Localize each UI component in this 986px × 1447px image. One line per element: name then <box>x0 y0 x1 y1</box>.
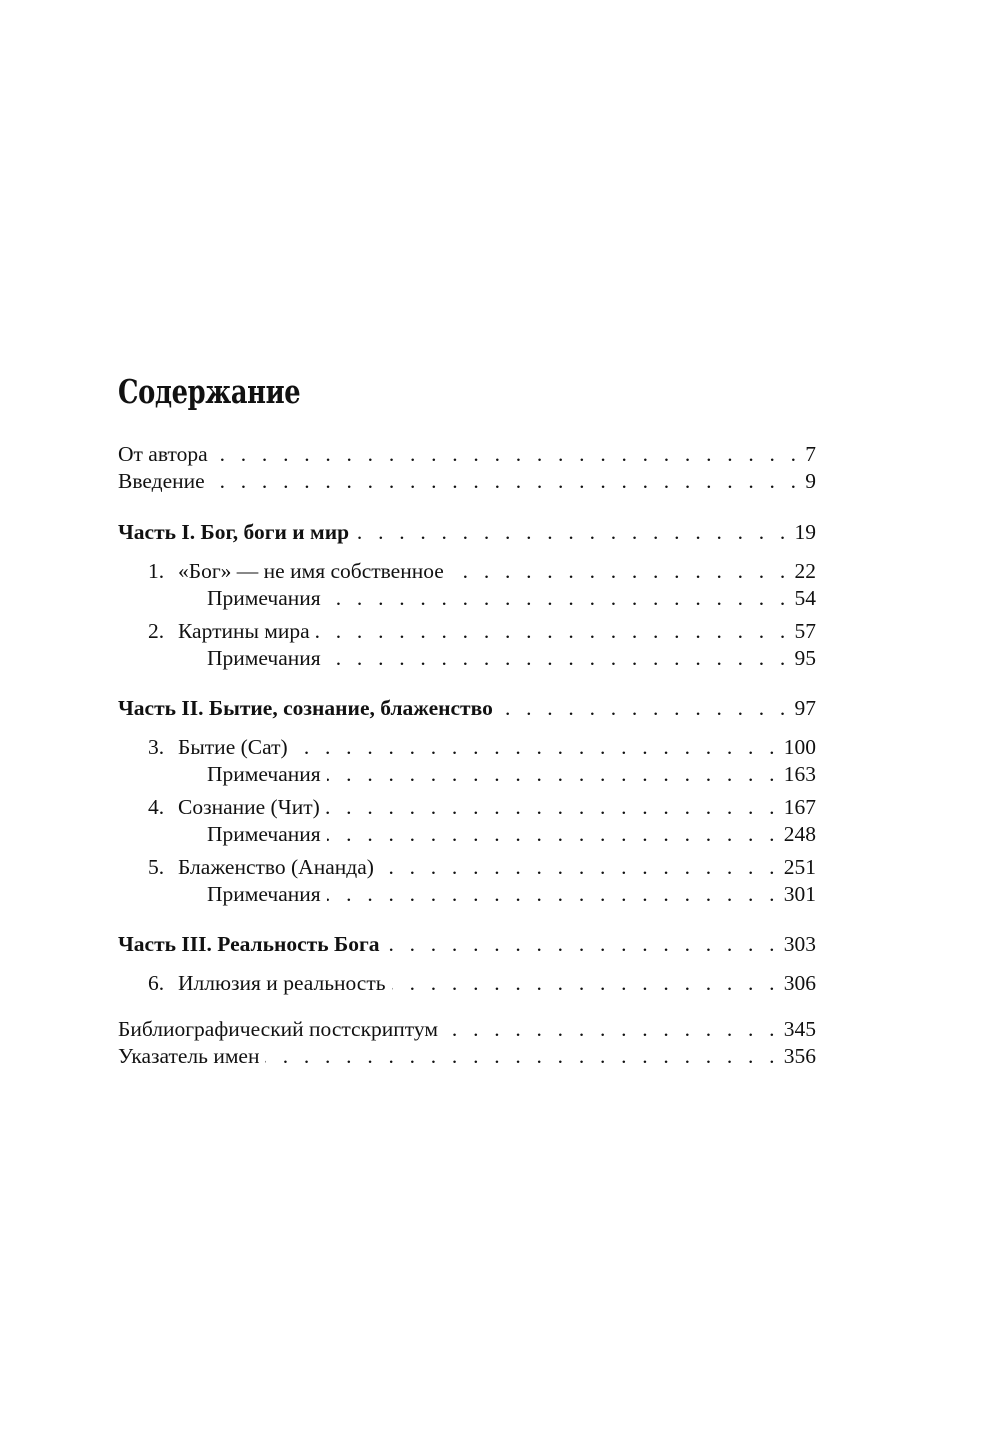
toc-page-number: 248 <box>783 822 816 846</box>
page-title: Содержание <box>118 372 301 411</box>
dot-leader <box>385 930 779 958</box>
dot-leader <box>327 820 780 848</box>
toc-chapter-number: 3. <box>148 735 165 759</box>
toc-page-number: 301 <box>783 882 816 906</box>
toc-page-number: 303 <box>783 932 816 956</box>
toc-page-number: 100 <box>783 735 816 759</box>
toc-entry-label: Примечания <box>207 586 321 610</box>
toc-entry-bibliography[interactable] <box>118 1015 816 1043</box>
toc-entry-label: Иллюзия и реальность <box>178 971 386 995</box>
toc-page-number: 9 <box>805 469 816 493</box>
dot-leader <box>326 793 780 821</box>
dot-leader <box>380 853 780 881</box>
dot-leader <box>294 733 780 761</box>
toc-chapter-number: 1. <box>148 559 165 583</box>
toc-part-label: Часть I. Бог, боги и мир <box>118 520 350 544</box>
toc-entry-label: Блаженство (Ананда) <box>178 855 374 879</box>
toc-entry-notes-1[interactable] <box>207 584 816 612</box>
toc-entry-chapter-6[interactable] <box>148 969 816 997</box>
toc-page-number: 167 <box>783 795 816 819</box>
toc-chapter-number: 5. <box>148 855 165 879</box>
toc-page-number: 97 <box>794 696 816 720</box>
dot-leader <box>327 760 780 788</box>
dot-leader <box>214 440 802 468</box>
toc-entry-part-1[interactable] <box>118 518 816 546</box>
toc-entry-label: Примечания <box>207 646 321 670</box>
toc-page-number: 95 <box>794 646 816 670</box>
toc-entry-label: Примечания <box>207 822 321 846</box>
toc-entry-chapter-2[interactable] <box>148 617 816 645</box>
toc-entry-chapter-4[interactable] <box>148 793 816 821</box>
toc-page-number: 163 <box>783 762 816 786</box>
toc-part-label: Часть III. Реальность Бога <box>118 932 380 956</box>
toc-page-number: 19 <box>794 520 816 544</box>
toc-page-number: 345 <box>783 1017 816 1041</box>
toc-entry-name-index[interactable] <box>118 1042 816 1070</box>
dot-leader <box>355 518 790 546</box>
toc-entry-label: «Бог» — не имя собственное <box>178 559 444 583</box>
toc-entry-part-3[interactable] <box>118 930 816 958</box>
toc-entry-notes-3[interactable] <box>207 760 816 788</box>
toc-page-number: 22 <box>794 559 816 583</box>
dot-leader <box>327 880 780 908</box>
toc-entry-chapter-3[interactable] <box>148 733 816 761</box>
toc-entry-label: Указатель имен <box>118 1044 260 1068</box>
toc-chapter-number: 4. <box>148 795 165 819</box>
toc-entry-part-2[interactable] <box>118 694 816 722</box>
dot-leader <box>392 969 780 997</box>
toc-entry-introduction[interactable] <box>118 467 816 495</box>
toc-entry-label: Примечания <box>207 882 321 906</box>
toc-entry-label: От автора <box>118 442 208 466</box>
toc-page-number: 356 <box>783 1044 816 1068</box>
dot-leader <box>444 1015 780 1043</box>
toc-entry-chapter-1[interactable] <box>148 557 816 585</box>
dot-leader <box>327 644 791 672</box>
toc-entry-label: Примечания <box>207 762 321 786</box>
toc-entry-label: Библиографический постскриптум <box>118 1017 438 1041</box>
toc-page-number: 306 <box>783 971 816 995</box>
toc-entry-from-author[interactable] <box>118 440 816 468</box>
toc-page-number: 7 <box>805 442 816 466</box>
dot-leader <box>327 584 791 612</box>
toc-entry-label: Картины мира <box>178 619 310 643</box>
toc-entry-notes-2[interactable] <box>207 644 816 672</box>
toc-entry-label: Бытие (Сат) <box>178 735 288 759</box>
toc-page-number: 54 <box>794 586 816 610</box>
toc-chapter-number: 6. <box>148 971 165 995</box>
toc-entry-notes-4[interactable] <box>207 820 816 848</box>
toc-page-number: 57 <box>794 619 816 643</box>
toc-entry-chapter-5[interactable] <box>148 853 816 881</box>
toc-chapter-number: 2. <box>148 619 165 643</box>
toc-entry-notes-5[interactable] <box>207 880 816 908</box>
dot-leader <box>316 617 791 645</box>
toc-part-label: Часть II. Бытие, сознание, блаженство <box>118 696 493 720</box>
dot-leader <box>265 1042 779 1070</box>
toc-page-number: 251 <box>783 855 816 879</box>
toc-entry-label: Введение <box>118 469 205 493</box>
toc-entry-label: Сознание (Чит) <box>178 795 320 819</box>
dot-leader <box>499 694 791 722</box>
dot-leader <box>450 557 791 585</box>
dot-leader <box>211 467 802 495</box>
